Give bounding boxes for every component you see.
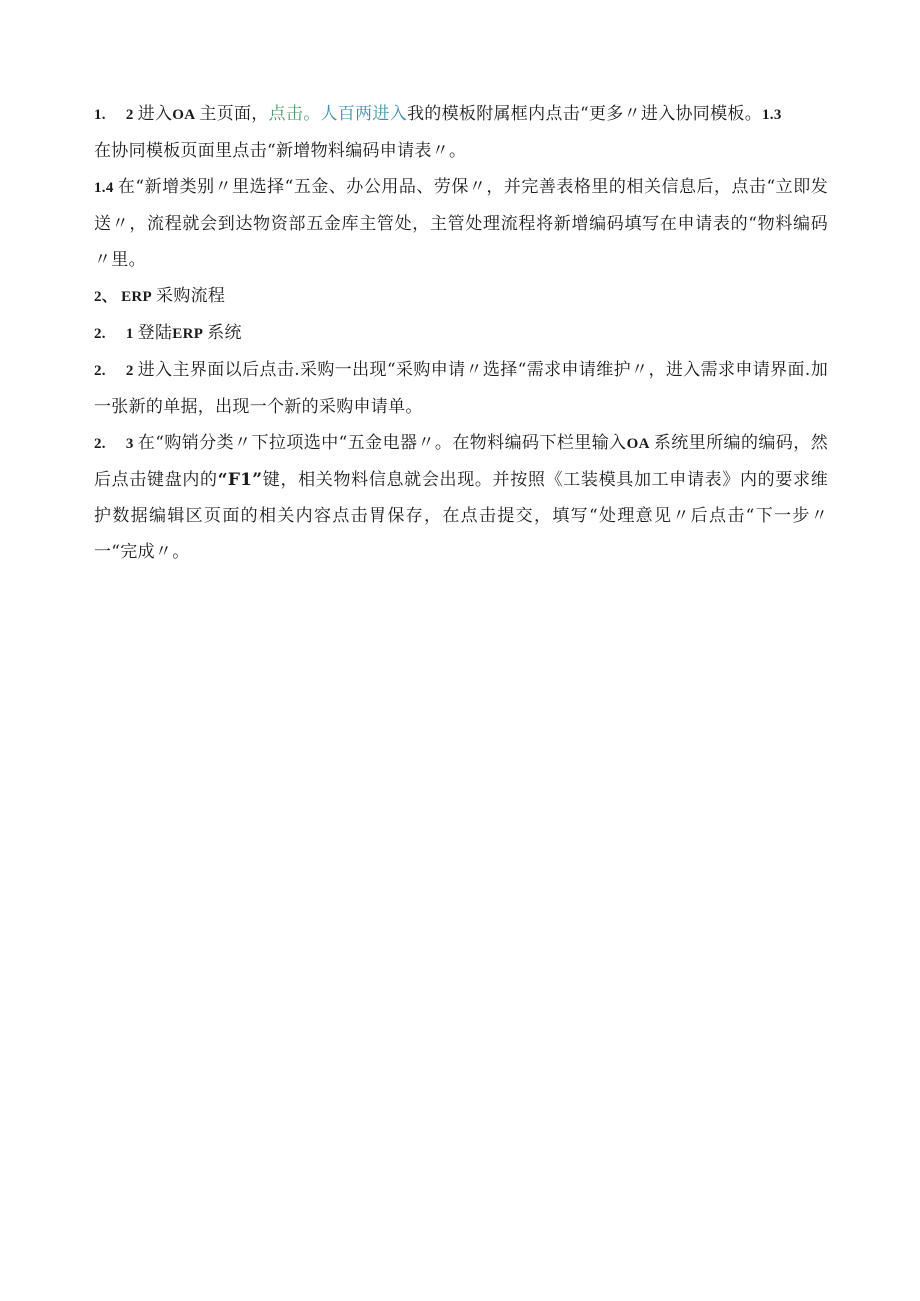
section-number: 1. [94,107,106,123]
key-name: “F1” [217,470,263,490]
paragraph-text: 系统 [207,323,242,343]
paragraph-text: 我的模板附属框内点击“更多〃进入协同模板。 [407,104,762,124]
section-number: 2. [94,326,106,342]
section-number: 1.4 [94,180,114,196]
paragraph-2-2 [94,352,828,425]
system-name: ERP [121,289,153,305]
paragraph-2-1 [94,315,828,352]
paragraph-text: 在协同模板页面里点击“新增物料编码申请表〃。 [94,141,467,161]
paragraph-text: 主页面， [199,104,269,124]
document-body [94,96,828,570]
section-number: 2、 [94,289,118,305]
highlighted-text: 点击。 [268,104,321,124]
paragraph-text: 系统里所编的编码，然后点击键盘内的 [94,433,828,490]
section-number: 3 [125,436,134,452]
highlighted-text: 人百两进入 [320,104,407,124]
section-number: 2. [94,363,106,379]
paragraph-text: 进入主界面以后点击.采购一出现“采购申请〃选择“需求申请维护〃，进入需求申请界面.加一张新的单据，出现一个新的采购申请单。 [94,360,828,417]
system-name: ERP [172,326,204,342]
paragraph-text: 键，相关物料信息就会出现。并按照《工装模具加工申请表》内的要求维护数据编辑区页面的相关内容点击胃保存，在点击提交，填写“处理意见〃后点击“下一步〃一“完成〃。 [94,470,828,562]
paragraph-2-3 [94,425,828,570]
paragraph-text: 登陆 [137,323,173,343]
section-heading-2 [94,278,828,315]
section-number: 1.3 [762,107,782,123]
section-number: 2 [125,107,134,123]
paragraph-1-2 [94,96,828,169]
paragraph-text: 进入 [137,104,173,124]
system-name: OA [172,107,196,123]
section-number: 2. [94,436,106,452]
paragraph-text: 在“购销分类〃下拉项选中“五金电器〃。在物料编码下栏里输入 [137,433,627,453]
paragraph-1-4 [94,169,828,278]
system-name: OA [626,436,650,452]
section-title: 采购流程 [156,286,226,306]
section-number: 1 [125,326,134,342]
paragraph-text: 在“新增类别〃里选择“五金、办公用品、劳保〃，并完善表格里的相关信息后，点击“立即发送〃，流程就会到达物资部五金库主管处，主管处理流程将新增编码填写在申请表的“物料编码〃里。 [94,177,828,270]
section-number: 2 [125,363,134,379]
